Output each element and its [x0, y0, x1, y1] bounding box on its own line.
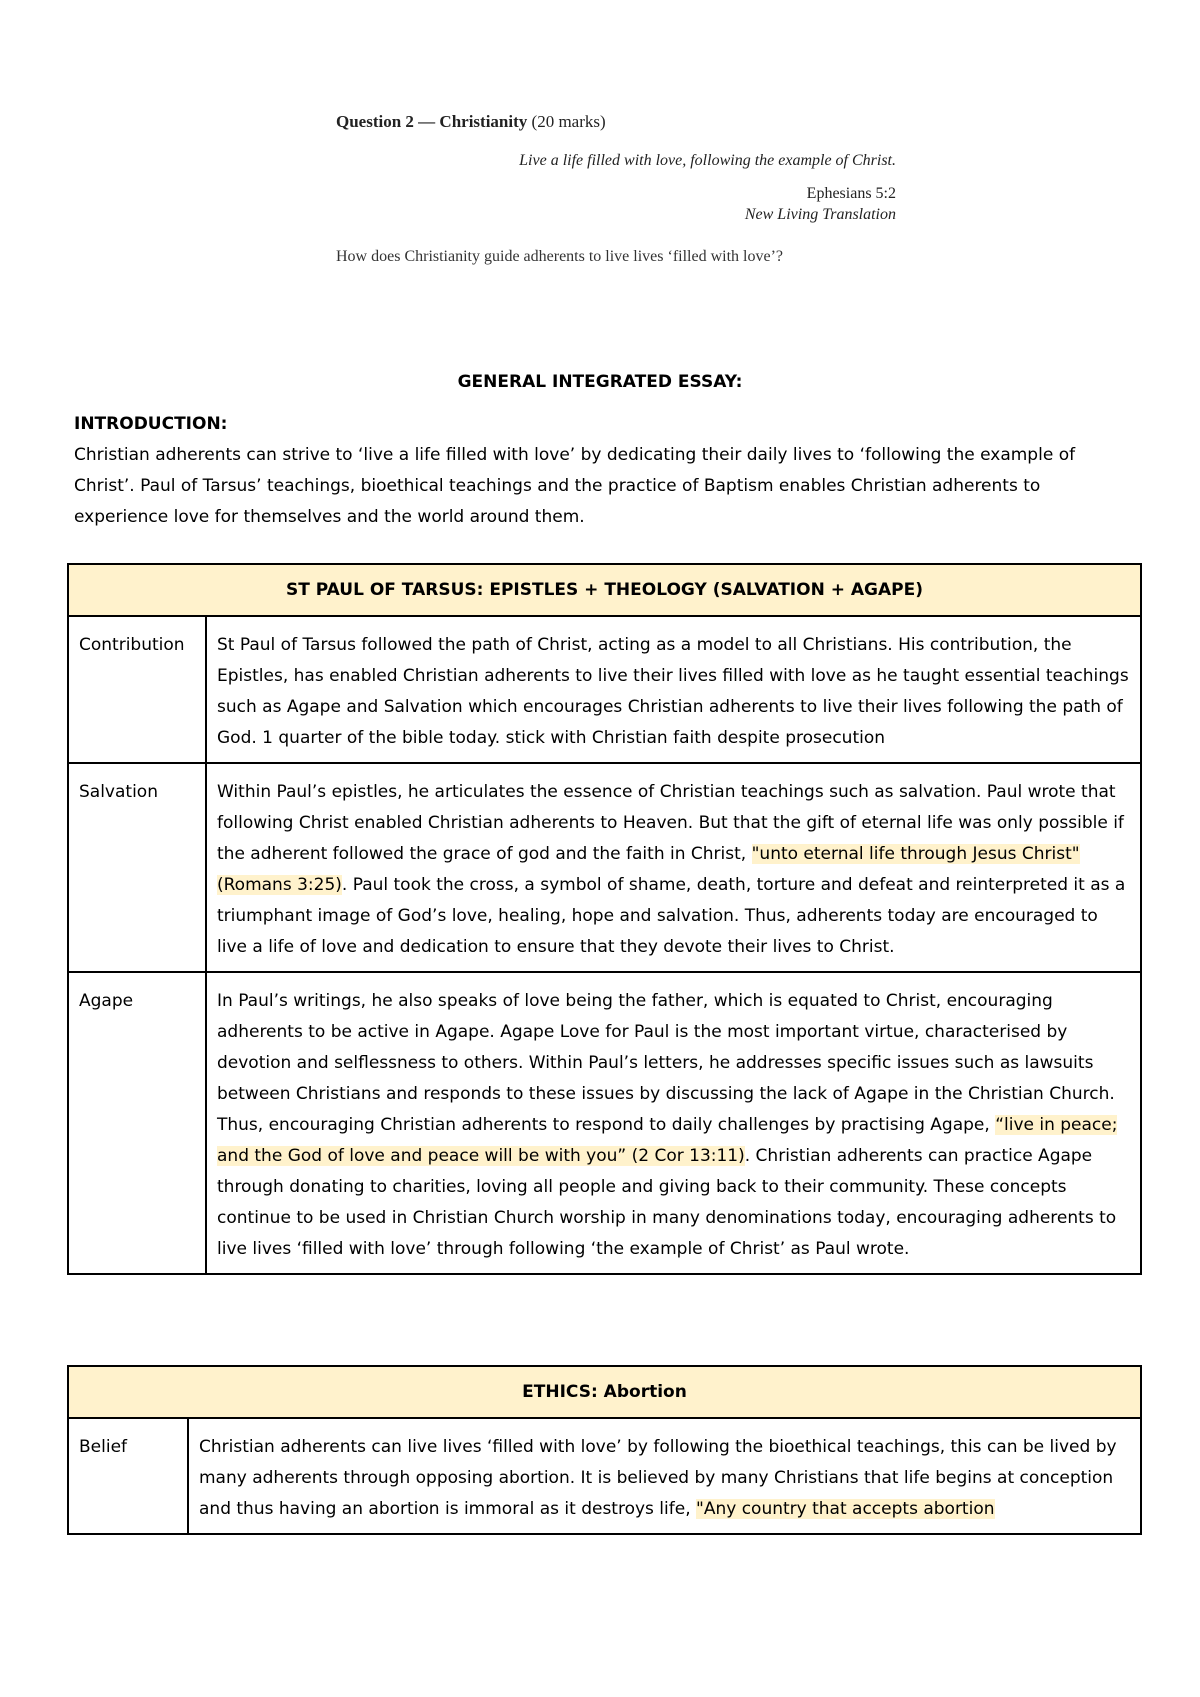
question-title — [336, 112, 606, 132]
row-text-contribution: St Paul of Tarsus followed the path of Christ, acting as a model to all Christians. His contribution, the Epistles, has enabled Christian adherents to live their lives filled with love as he taught essential teachings such as Agape and Salvation which encourages Christian adherents to live their lives following the path of God. 1 quarter of the bible today. stick with Christian faith despite prosecution — [206, 616, 1141, 763]
ethics-table — [67, 1365, 1142, 1535]
table-row — [68, 972, 1141, 1274]
row-text-agape — [206, 972, 1141, 1274]
table-row — [68, 1418, 1141, 1534]
agape-highlighted-quote: “live in peace; and the God of love and peace will be with you” (2 Cor 13:11) — [217, 1115, 1118, 1166]
ethics-table-header-row — [68, 1366, 1141, 1418]
row-label-salvation: Salvation — [68, 763, 206, 972]
belief-text-before: Christian adherents can live lives ‘filled with love’ by following the bioethical teachings, this can be lived by many adherents through opposing abortion. It is believed by many Christians that life begins at conception and thus having an abortion is immoral as it destroys life, — [199, 1437, 1117, 1519]
paul-table — [67, 563, 1142, 1275]
salvation-highlighted-quote: "unto eternal life through Jesus Christ" (Romans 3:25) — [217, 844, 1080, 895]
ethics-table-header: ETHICS: Abortion — [68, 1366, 1141, 1418]
row-label-agape: Agape — [68, 972, 206, 1274]
salvation-text-after: . Paul took the cross, a symbol of shame, death, torture and defeat and reinterpreted it as a triumphant image of God’s love, healing, hope and salvation. Thus, adherents today are encouraged to live a life of love and dedication to ensure that they devote their lives to Christ. — [217, 875, 1126, 957]
row-text-salvation — [206, 763, 1141, 972]
paul-table-header-row — [68, 564, 1141, 616]
row-label-belief: Belief — [68, 1418, 188, 1534]
question-prompt: How does Christianity guide adherents to live lives ‘filled with love’? — [336, 248, 784, 265]
scripture-reference: Ephesians 5:2 — [806, 185, 896, 202]
belief-highlighted-quote: "Any country that accepts abortion — [696, 1499, 995, 1519]
table-row — [68, 763, 1141, 972]
scripture-quote: Live a life filled with love, following the example of Christ. — [519, 152, 896, 169]
essay-heading: GENERAL INTEGRATED ESSAY: — [457, 372, 743, 392]
agape-text-after: . Christian adherents can practice Agape through donating to charities, loving all people and giving back to their community. These concepts continue to be used in Christian Church worship in many denominations today, encouraging adherents to live lives ‘filled with love’ through following ‘the example of Christ’ as Paul wrote. — [217, 1146, 1117, 1259]
row-label-contribution: Contribution — [68, 616, 206, 763]
introduction-label: INTRODUCTION: — [74, 414, 228, 434]
question-title-text: Question 2 — Christianity — [336, 112, 528, 131]
paul-table-header: ST PAUL OF TARSUS: EPISTLES + THEOLOGY (SALVATION + AGAPE) — [68, 564, 1141, 616]
agape-text-before: In Paul’s writings, he also speaks of love being the father, which is equated to Christ, encouraging adherents to be active in Agape. Agape Love for Paul is the most important virtue, characterised by devotion and selflessness to others. Within Paul’s letters, he addresses specific issues such as lawsuits between Christians and responds to these issues by discussing the lack of Agape in the Christian Church. Thus, encouraging Christian adherents to respond to daily challenges by practising Agape, — [217, 991, 1115, 1135]
introduction-text: Christian adherents can strive to ‘live a life filled with love’ by dedicating their daily lives to ‘following the example of Christ’. Paul of Tarsus’ teachings, bioethical teachings and the practice of Baptism enables Christian adherents to experience love for themselves and the world around them. — [74, 445, 1076, 527]
salvation-text-before: Within Paul’s epistles, he articulates the essence of Christian teachings such as salvation. Paul wrote that following Christ enabled Christian adherents to Heaven. But that the gift of eternal life was only possible if the adherent followed the grace of god and the faith in Christ, — [217, 782, 1124, 864]
question-marks: (20 marks) — [531, 112, 606, 131]
row-text-belief — [188, 1418, 1141, 1534]
scripture-translation: New Living Translation — [744, 206, 896, 223]
table-row — [68, 616, 1141, 763]
